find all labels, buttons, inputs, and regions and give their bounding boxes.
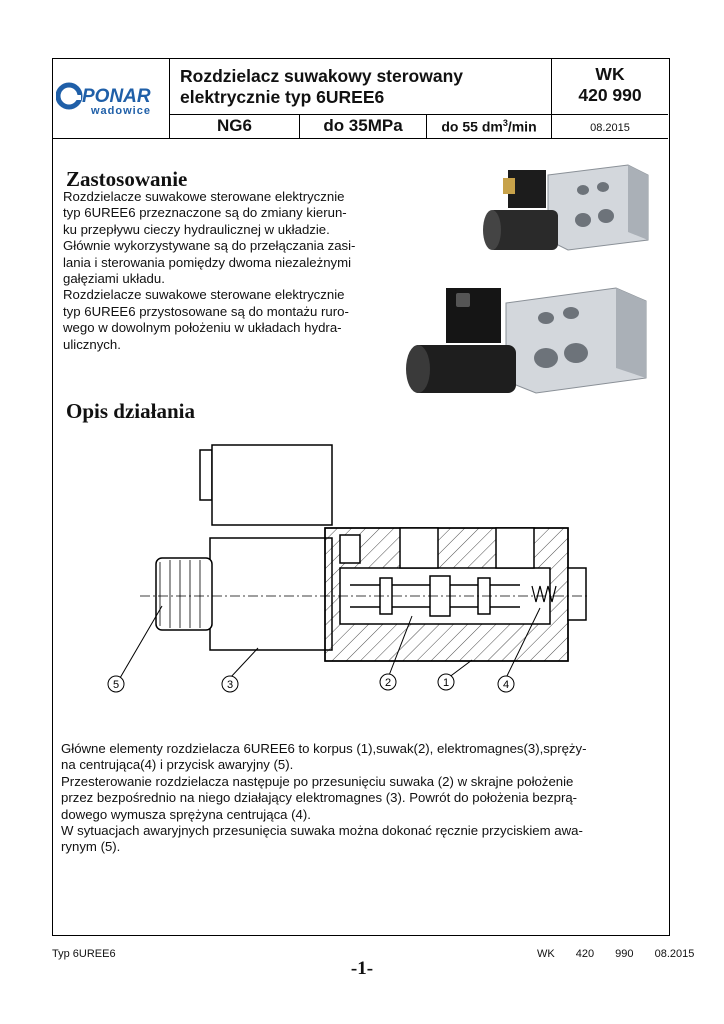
text-line: Rozdzielacze suwakowe sterowane elektrycznie <box>63 189 345 204</box>
text-line: typ 6UREE6 przeznaczone są do zmiany kierun- <box>63 205 347 221</box>
logo-text: PONAR <box>82 86 151 107</box>
code-line-1: WK <box>595 64 625 84</box>
title-line-1: Rozdzielacz suwakowy sterowany <box>180 66 464 86</box>
heading-zastosowanie: Zastosowanie <box>66 167 188 191</box>
callout-3: 3 <box>226 679 234 691</box>
text-line: dowego wymusza sprężyna centrująca (4). <box>61 806 311 822</box>
text-line: lania i sterowania pomiędzy dwoma niezależnymi <box>63 254 352 270</box>
catalog-code-cell <box>552 59 668 115</box>
logo-cell <box>53 59 170 139</box>
callout-5: 5 <box>112 679 120 691</box>
text-line: Główne elementy rozdzielacza 6UREE6 to korpus (1),suwak(2), elektromagnes(3),spręży- <box>61 741 587 756</box>
text-line: wego w dowolnym położeniu w układach hydra- <box>63 320 342 336</box>
logo-subtext: wadowice <box>91 105 151 117</box>
code-line-2: 420 990 <box>578 85 642 105</box>
ponar-logo <box>56 81 168 117</box>
text-line: typ 6UREE6 przystosowane są do montażu ruro- <box>63 303 349 319</box>
operation-description-text <box>61 741 587 856</box>
max-flow: do 55 $dm^3/\min$ <box>441 118 537 135</box>
text-line: Przesterowanie rozdzielacza następuje po przesunięciu suwaka (2) w skrajne położenie <box>61 773 574 789</box>
title-line-2: elektrycznie typ 6UREE6 <box>180 87 385 107</box>
valve-cross-section-diagram <box>100 440 590 700</box>
product-photo-small <box>478 150 658 265</box>
footer-type: Typ 6UREE6 <box>52 948 116 960</box>
catalog-code <box>552 64 668 106</box>
text-line: W sytuacjach awaryjnych przesunięcia suwaka można dokonać ręcznie przyciskiem awa- <box>61 823 583 839</box>
title-cell <box>170 59 552 115</box>
page-number: -1- <box>350 958 374 979</box>
flow-cell <box>427 115 552 139</box>
max-pressure: do 35MPa <box>323 116 403 135</box>
text-line: Rozdzielacze suwakowe sterowane elektrycznie <box>63 287 345 303</box>
text-line: przez bezpośrednio na niego działający elektromagnes (3). Powrót do położenia bezprą- <box>61 790 578 806</box>
text-line: Głównie wykorzystywane są do przełączania zasi- <box>63 238 356 254</box>
size-cell <box>170 115 300 139</box>
callout-2: 2 <box>384 677 392 689</box>
footer-code-date: WK 420 990 08.2015 <box>537 948 695 960</box>
nominal-size: NG6 <box>217 116 252 135</box>
issue-date: 08.2015 <box>590 122 630 134</box>
text-line: gałęziami układu. <box>63 271 165 287</box>
callout-1: 1 <box>442 677 450 689</box>
text-line: ku przepływu cieczy hydraulicznej w układzie. <box>63 221 330 237</box>
document-title <box>180 66 463 108</box>
header-table <box>53 59 668 139</box>
text-line: na centrująca(4) i przycisk awaryjny (5). <box>61 757 294 773</box>
pressure-cell <box>300 115 427 139</box>
application-text <box>63 189 355 353</box>
heading-opis-dzialania: Opis działania <box>66 399 195 423</box>
text-line: ulicznych. <box>63 336 121 352</box>
product-photo-large <box>396 273 656 408</box>
callout-4: 4 <box>502 679 510 691</box>
date-cell <box>552 115 668 139</box>
text-line: rynym (5). <box>61 839 121 855</box>
